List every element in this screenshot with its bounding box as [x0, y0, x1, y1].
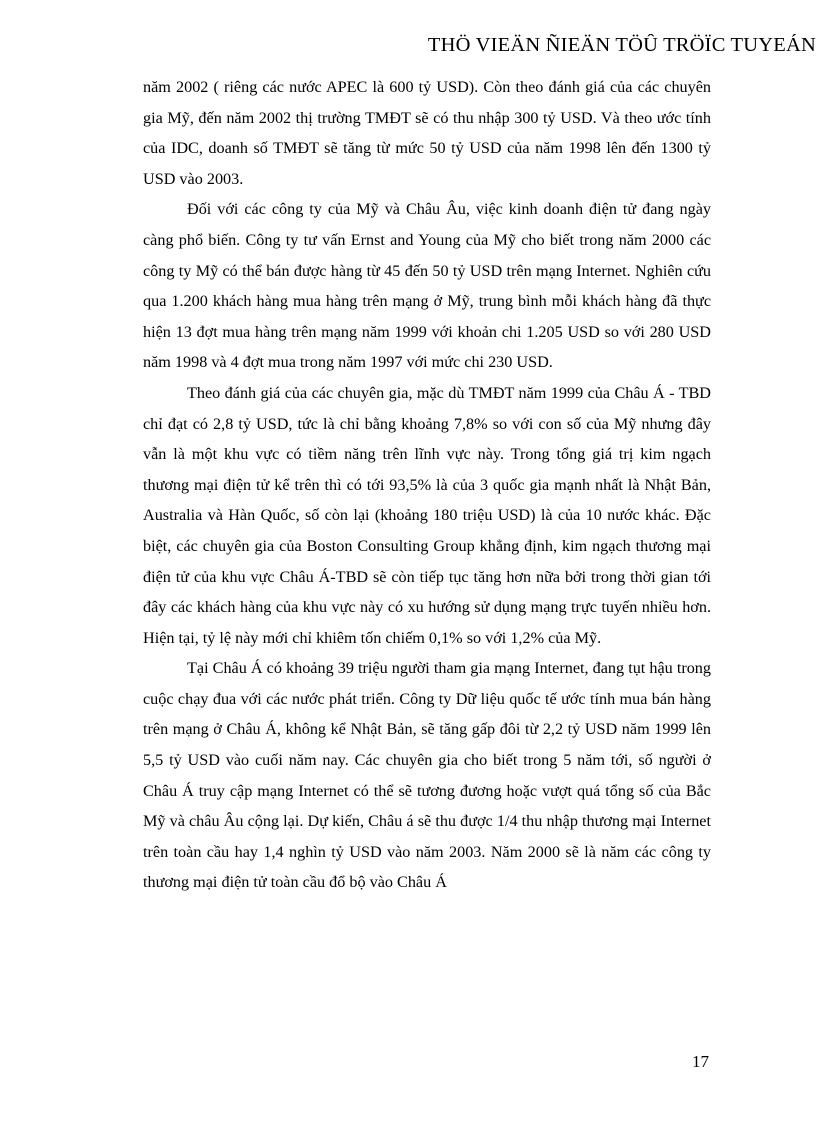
body-paragraph: Tại Châu Á có khoảng 39 triệu người tham gia mạng Internet, đang tụt hậu trong cuộc chạy đua với các nước phát triển. Công ty Dữ liệu quốc tế ước tính mua bán hàng trên mạng ở Châu Á, không kể Nhật Bản, sẽ tăng gấp đôi từ 2,2 tỷ USD năm 1999 lên 5,5 tỷ USD vào cuối năm nay. Các chuyên gia cho biết trong 5 năm tới, số người ở Châu Á truy cập mạng Internet có thể sẽ tương đương hoặc vượt quá tổng số của Bắc Mỹ và châu Âu cộng lại. Dự kiến, Châu á sẽ thu được 1/4 thu nhập thương mại Internet trên toàn cầu hay 1,4 nghìn tỷ USD vào năm 2003. Năm 2000 sẽ là năm các công ty thương mại điện tử toàn cầu đổ bộ vào Châu Á	[143, 659, 711, 892]
body-paragraph: năm 2002 ( riêng các nước APEC là 600 tỷ USD). Còn theo đánh giá của các chuyên gia Mỹ, đến năm 2002 thị trường TMĐT sẽ có thu nhập 300 tỷ USD. Và theo ước tính của IDC, doanh số TMĐT sẽ tăng từ mức 50 tỷ USD của năm 1998 lên đến 1300 tỷ USD vào 2003.	[143, 78, 711, 188]
body-paragraph: Theo đánh giá của các chuyên gia, mặc dù TMĐT năm 1999 của Châu Á - TBD chỉ đạt có 2,8 tỷ USD, tức là chỉ bằng khoảng 7,8% so với con số của Mỹ nhưng đây vẫn là một khu vực có tiềm năng trên lĩnh vực này. Trong tổng giá trị kim ngạch thương mại điện tử kể trên thì có tới 93,5% là của 3 quốc gia mạnh nhất là Nhật Bản, Australia và Hàn Quốc, số còn lại (khoảng 180 triệu USD) là của 10 nước khác. Đặc biệt, các chuyên gia của Boston Consulting Group khẳng định, kim ngạch thương mại điện tử của khu vực Châu Á-TBD sẽ còn tiếp tục tăng hơn nữa bởi trong thời gian tới đây các khách hàng của khu vực này có xu hướng sử dụng mạng trực tuyến nhiều hơn. Hiện tại, tỷ lệ này mới chỉ khiêm tốn chiếm 0,1% so với 1,2% của Mỹ.	[143, 383, 711, 647]
document-body	[143, 72, 711, 898]
page-number: 17	[692, 1052, 709, 1071]
running-header: THÖ VIEÄN ÑIEÄN TÖÛ TRÖÏC TUYEÁN	[427, 34, 816, 56]
body-paragraph: Đối với các công ty của Mỹ và Châu Âu, việc kinh doanh điện tử đang ngày càng phổ biến. Công ty tư vấn Ernst and Young của Mỹ cho biết trong năm 2000 các công ty Mỹ có thể bán được hàng từ 45 đến 50 tỷ USD trên mạng Internet. Nghiên cứu qua 1.200 khách hàng mua hàng trên mạng ở Mỹ, trung bình mỗi khách hàng đã thực hiện 13 đợt mua hàng trên mạng năm 1999 với khoản chi 1.205 USD so với 280 USD năm 1998 và 4 đợt mua trong năm 1997 với mức chi 230 USD.	[143, 200, 711, 372]
